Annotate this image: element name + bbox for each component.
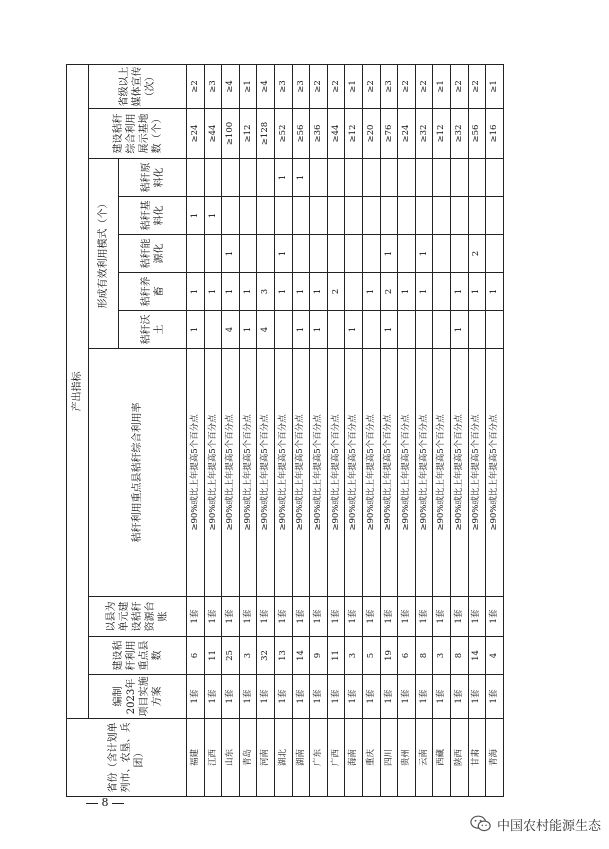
table-row <box>187 64 205 796</box>
table-row <box>362 64 380 796</box>
cell-energy <box>362 235 380 273</box>
page-number-text: 8 <box>101 796 109 809</box>
cell-plan: 1套 <box>415 675 433 719</box>
cell-bases: ≥52 <box>274 109 292 159</box>
cell-counties: 3 <box>239 637 257 675</box>
cell-counties: 32 <box>257 637 275 675</box>
cell-rate: ≥90%或比上年提高5个百分点 <box>415 349 433 597</box>
cell-plan: 1套 <box>433 675 451 719</box>
cell-province: 陕西 <box>450 719 468 797</box>
cell-ledger: 1套 <box>362 597 380 637</box>
cell-soil: 1 <box>187 311 205 349</box>
cell-substrate <box>362 197 380 235</box>
cell-material <box>380 159 398 197</box>
cell-material <box>362 159 380 197</box>
header-feed: 秸秆养畜 <box>119 273 187 311</box>
cell-ledger: 1套 <box>204 597 222 637</box>
cell-ledger: 1套 <box>380 597 398 637</box>
cell-media: ≥2 <box>468 64 486 108</box>
cell-media: ≥2 <box>415 64 433 108</box>
cell-substrate <box>222 197 240 235</box>
cell-feed: 1 <box>486 273 504 311</box>
cell-energy: 2 <box>468 235 486 273</box>
cell-rate: ≥90%或比上年提高5个百分点 <box>187 349 205 597</box>
cell-plan: 1套 <box>380 675 398 719</box>
cell-feed: 1 <box>398 273 416 311</box>
cell-bases: ≥76 <box>380 109 398 159</box>
cell-rate: ≥90%或比上年提高5个百分点 <box>327 349 345 597</box>
cell-material <box>204 159 222 197</box>
cell-substrate <box>486 197 504 235</box>
cell-media: ≥2 <box>398 64 416 108</box>
header-province: 省份（含计划单列市、农垦、兵团） <box>67 719 187 797</box>
cell-province: 甘肃 <box>468 719 486 797</box>
cell-bases: ≥12 <box>345 109 363 159</box>
cell-rate: ≥90%或比上年提高5个百分点 <box>310 349 328 597</box>
table-row <box>292 64 310 796</box>
cell-province: 重庆 <box>362 719 380 797</box>
cell-material <box>327 159 345 197</box>
cell-ledger: 1套 <box>486 597 504 637</box>
cell-ledger: 1套 <box>292 597 310 637</box>
cell-plan: 1套 <box>292 675 310 719</box>
cell-substrate <box>310 197 328 235</box>
cell-soil: 1 <box>345 311 363 349</box>
table-row <box>274 64 292 796</box>
cell-soil <box>468 311 486 349</box>
cell-soil <box>327 311 345 349</box>
cell-energy: 1 <box>274 235 292 273</box>
header-modes: 形成有效利用模式（个） <box>89 159 119 349</box>
cell-plan: 1套 <box>239 675 257 719</box>
cell-bases: ≥56 <box>292 109 310 159</box>
cell-province: 广西 <box>327 719 345 797</box>
cell-counties: 14 <box>292 637 310 675</box>
cell-plan: 1套 <box>274 675 292 719</box>
cell-counties: 6 <box>187 637 205 675</box>
cell-plan: 1套 <box>187 675 205 719</box>
cell-substrate <box>450 197 468 235</box>
cell-soil: 4 <box>222 311 240 349</box>
cell-bases: ≥32 <box>415 109 433 159</box>
cell-feed <box>433 273 451 311</box>
cell-feed: 1 <box>415 273 433 311</box>
table-row <box>486 64 504 796</box>
header-rate: 秸秆利用重点县秸秆综合利用率 <box>89 349 187 597</box>
cell-media: ≥1 <box>433 64 451 108</box>
cell-media: ≥2 <box>310 64 328 108</box>
cell-energy <box>327 235 345 273</box>
header-plan: 编制2023年项目实施方案 <box>89 675 187 719</box>
header-bases: 建设秸秆综合利用展示基地数（个） <box>89 109 187 159</box>
rotated-table-page <box>66 65 502 797</box>
cell-plan: 1套 <box>310 675 328 719</box>
cell-ledger: 1套 <box>239 597 257 637</box>
cell-soil <box>415 311 433 349</box>
table-row <box>257 64 275 796</box>
cell-rate: ≥90%或比上年提高5个百分点 <box>398 349 416 597</box>
cell-ledger: 1套 <box>398 597 416 637</box>
cell-feed <box>345 273 363 311</box>
table-row <box>433 64 451 796</box>
cell-plan: 1套 <box>362 675 380 719</box>
cell-counties: 6 <box>398 637 416 675</box>
cell-rate: ≥90%或比上年提高5个百分点 <box>362 349 380 597</box>
cell-soil <box>433 311 451 349</box>
cell-energy <box>239 235 257 273</box>
table-row <box>239 64 257 796</box>
table-row <box>468 64 486 796</box>
cell-plan: 1套 <box>450 675 468 719</box>
cell-ledger: 1套 <box>222 597 240 637</box>
cell-substrate: 1 <box>187 197 205 235</box>
cell-plan: 1套 <box>204 675 222 719</box>
cell-counties: 8 <box>450 637 468 675</box>
cell-soil: 1 <box>380 311 398 349</box>
cell-feed: 2 <box>380 273 398 311</box>
cell-province: 四川 <box>380 719 398 797</box>
cell-bases: ≥20 <box>362 109 380 159</box>
cell-soil: 1 <box>450 311 468 349</box>
cell-feed: 1 <box>222 273 240 311</box>
cell-material <box>239 159 257 197</box>
cell-energy <box>292 235 310 273</box>
cell-counties: 13 <box>274 637 292 675</box>
cell-energy <box>486 235 504 273</box>
cell-ledger: 1套 <box>450 597 468 637</box>
cell-feed: 1 <box>362 273 380 311</box>
cell-feed: 1 <box>292 273 310 311</box>
table-row <box>327 64 345 796</box>
cell-counties: 19 <box>380 637 398 675</box>
cell-province: 青海 <box>486 719 504 797</box>
cell-ledger: 1套 <box>257 597 275 637</box>
cell-material <box>433 159 451 197</box>
cell-province: 湖北 <box>274 719 292 797</box>
cell-plan: 1套 <box>468 675 486 719</box>
cell-rate: ≥90%或比上年提高5个百分点 <box>380 349 398 597</box>
header-energy: 秸秆能源化 <box>119 235 187 273</box>
cell-rate: ≥90%或比上年提高5个百分点 <box>239 349 257 597</box>
cell-counties: 3 <box>345 637 363 675</box>
cell-feed: 3 <box>257 273 275 311</box>
cell-counties: 9 <box>310 637 328 675</box>
cell-province: 西藏 <box>433 719 451 797</box>
cell-soil: 4 <box>257 311 275 349</box>
cell-bases: ≥12 <box>239 109 257 159</box>
cell-substrate <box>239 197 257 235</box>
cell-material <box>486 159 504 197</box>
cell-bases: ≥44 <box>204 109 222 159</box>
watermark <box>470 812 609 836</box>
cell-media: ≥1 <box>345 64 363 108</box>
cell-plan: 1套 <box>222 675 240 719</box>
cell-rate: ≥90%或比上年提高5个百分点 <box>222 349 240 597</box>
cell-bases: ≥128 <box>257 109 275 159</box>
cell-material <box>187 159 205 197</box>
cell-province: 江西 <box>204 719 222 797</box>
cell-substrate <box>398 197 416 235</box>
cell-substrate <box>257 197 275 235</box>
cell-energy <box>257 235 275 273</box>
cell-soil <box>362 311 380 349</box>
cell-counties: 11 <box>327 637 345 675</box>
table-row <box>204 64 222 796</box>
cell-energy <box>433 235 451 273</box>
table-row <box>398 64 416 796</box>
cell-material <box>310 159 328 197</box>
table-row <box>310 64 328 796</box>
cell-substrate <box>433 197 451 235</box>
cell-plan: 1套 <box>327 675 345 719</box>
cell-province: 青岛 <box>239 719 257 797</box>
table-body <box>187 64 504 796</box>
watermark-text: 中国农村能源生态 <box>497 818 602 834</box>
cell-province: 云南 <box>415 719 433 797</box>
cell-feed: 1 <box>187 273 205 311</box>
table-row <box>450 64 468 796</box>
cell-material <box>345 159 363 197</box>
cell-feed: 1 <box>310 273 328 311</box>
cell-rate: ≥90%或比上年提高5个百分点 <box>486 349 504 597</box>
cell-province: 福建 <box>187 719 205 797</box>
cell-ledger: 1套 <box>468 597 486 637</box>
cell-plan: 1套 <box>398 675 416 719</box>
cell-rate: ≥90%或比上年提高5个百分点 <box>433 349 451 597</box>
cell-material: 1 <box>274 159 292 197</box>
cell-material: 1 <box>292 159 310 197</box>
cell-bases: ≥24 <box>398 109 416 159</box>
cell-ledger: 1套 <box>433 597 451 637</box>
cell-soil <box>486 311 504 349</box>
cell-media: ≥3 <box>274 64 292 108</box>
cell-rate: ≥90%或比上年提高5个百分点 <box>450 349 468 597</box>
cell-soil <box>398 311 416 349</box>
output-indicator-table <box>66 64 504 797</box>
cell-material <box>468 159 486 197</box>
cell-bases: ≥16 <box>486 109 504 159</box>
cell-bases: ≥100 <box>222 109 240 159</box>
cell-ledger: 1套 <box>310 597 328 637</box>
cell-rate: ≥90%或比上年提高5个百分点 <box>257 349 275 597</box>
page-number <box>86 796 136 809</box>
header-counties: 建设秸秆利用重点县数 <box>89 637 187 675</box>
cell-feed: 2 <box>327 273 345 311</box>
cell-feed: 1 <box>239 273 257 311</box>
cell-media: ≥4 <box>257 64 275 108</box>
cell-rate: ≥90%或比上年提高5个百分点 <box>468 349 486 597</box>
cell-energy: 1 <box>222 235 240 273</box>
cell-bases: ≥36 <box>310 109 328 159</box>
cell-province: 海南 <box>345 719 363 797</box>
cell-substrate <box>327 197 345 235</box>
cell-rate: ≥90%或比上年提高5个百分点 <box>204 349 222 597</box>
cell-substrate <box>345 197 363 235</box>
cell-soil <box>274 311 292 349</box>
cell-soil: 1 <box>310 311 328 349</box>
cell-material <box>257 159 275 197</box>
cell-counties: 4 <box>486 637 504 675</box>
cell-soil: 1 <box>292 311 310 349</box>
cell-media: ≥2 <box>450 64 468 108</box>
cell-substrate <box>274 197 292 235</box>
cell-province: 贵州 <box>398 719 416 797</box>
cell-material <box>450 159 468 197</box>
table-row <box>415 64 433 796</box>
cell-energy: 1 <box>415 235 433 273</box>
cell-plan: 1套 <box>345 675 363 719</box>
cell-soil <box>204 311 222 349</box>
cell-energy <box>204 235 222 273</box>
cell-substrate <box>292 197 310 235</box>
table-row <box>345 64 363 796</box>
cell-bases: ≥12 <box>433 109 451 159</box>
cell-ledger: 1套 <box>415 597 433 637</box>
cell-energy <box>450 235 468 273</box>
cell-soil: 1 <box>239 311 257 349</box>
header-ledger: 以县为单元建设秸秆资源台账 <box>89 597 187 637</box>
cell-media: ≥2 <box>327 64 345 108</box>
header-output: 产出指标 <box>67 64 89 718</box>
cell-counties: 14 <box>468 637 486 675</box>
cell-media: ≥4 <box>222 64 240 108</box>
header-media: 省级以上媒体宣传（次） <box>89 64 187 108</box>
cell-energy <box>345 235 363 273</box>
cell-province: 山东 <box>222 719 240 797</box>
cell-bases: ≥32 <box>450 109 468 159</box>
cell-rate: ≥90%或比上年提高5个百分点 <box>345 349 363 597</box>
cell-energy: 1 <box>380 235 398 273</box>
cell-substrate: 1 <box>204 197 222 235</box>
cell-counties: 11 <box>204 637 222 675</box>
cell-media: ≥2 <box>187 64 205 108</box>
cell-province: 湖南 <box>292 719 310 797</box>
cell-substrate <box>380 197 398 235</box>
cell-energy <box>187 235 205 273</box>
wechat-icon <box>470 814 492 834</box>
cell-counties: 25 <box>222 637 240 675</box>
cell-material <box>415 159 433 197</box>
cell-bases: ≥44 <box>327 109 345 159</box>
cell-rate: ≥90%或比上年提高5个百分点 <box>274 349 292 597</box>
cell-counties: 8 <box>415 637 433 675</box>
cell-media: ≥1 <box>486 64 504 108</box>
cell-energy <box>398 235 416 273</box>
cell-counties: 3 <box>433 637 451 675</box>
cell-substrate <box>468 197 486 235</box>
cell-media: ≥2 <box>362 64 380 108</box>
cell-province: 广东 <box>310 719 328 797</box>
cell-substrate <box>415 197 433 235</box>
cell-material <box>398 159 416 197</box>
cell-energy <box>310 235 328 273</box>
cell-rate: ≥90%或比上年提高5个百分点 <box>292 349 310 597</box>
cell-plan: 1套 <box>486 675 504 719</box>
cell-bases: ≥56 <box>468 109 486 159</box>
cell-material <box>222 159 240 197</box>
cell-counties: 5 <box>362 637 380 675</box>
cell-ledger: 1套 <box>327 597 345 637</box>
cell-feed: 1 <box>450 273 468 311</box>
cell-ledger: 1套 <box>345 597 363 637</box>
cell-ledger: 1套 <box>274 597 292 637</box>
table-row <box>380 64 398 796</box>
cell-feed: 1 <box>204 273 222 311</box>
header-soil: 秸秆沃土 <box>119 311 187 349</box>
cell-media: ≥3 <box>204 64 222 108</box>
cell-media: ≥3 <box>380 64 398 108</box>
cell-media: ≥3 <box>292 64 310 108</box>
header-substrate: 秸秆基料化 <box>119 197 187 235</box>
header-material: 秸秆原料化 <box>119 159 187 197</box>
cell-ledger: 1套 <box>187 597 205 637</box>
cell-feed: 1 <box>468 273 486 311</box>
cell-plan: 1套 <box>257 675 275 719</box>
cell-feed: 1 <box>274 273 292 311</box>
cell-media: ≥1 <box>239 64 257 108</box>
cell-province: 河南 <box>257 719 275 797</box>
table-row <box>222 64 240 796</box>
cell-bases: ≥24 <box>187 109 205 159</box>
